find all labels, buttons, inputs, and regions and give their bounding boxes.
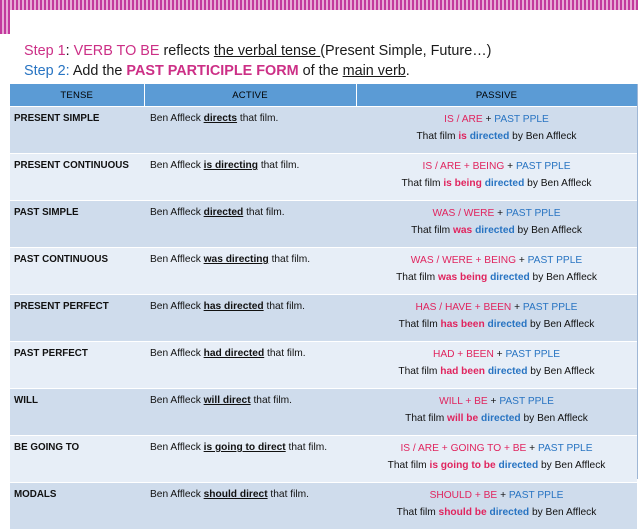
active-cell (144, 248, 356, 295)
table-row (10, 342, 637, 389)
example-auxiliary: is being (443, 178, 482, 189)
example-verb: directed (485, 178, 525, 189)
passive-example (356, 410, 637, 428)
tense-table (10, 84, 638, 529)
active-suffix: that film. (243, 207, 284, 218)
tense-cell: WILL (10, 389, 144, 436)
passive-cell (356, 201, 637, 248)
formula-auxiliary: IS / ARE (444, 114, 483, 125)
tense-cell: MODALS (10, 483, 144, 529)
active-prefix: Ben Affleck (150, 348, 204, 359)
passive-cell (356, 107, 637, 154)
step-1-text-a: reflects (159, 43, 213, 59)
formula-past-participle: PAST PPLE (499, 396, 554, 407)
step-1-underlined: the verbal tense (214, 43, 320, 59)
example-verb: directed (490, 272, 530, 283)
table-header-row (10, 84, 637, 107)
passive-example (356, 504, 637, 522)
formula-plus: + (483, 114, 495, 125)
formula-auxiliary: IS / ARE + GOING TO + BE (400, 443, 526, 454)
active-prefix: Ben Affleck (150, 113, 204, 124)
active-verb: had directed (204, 348, 265, 359)
example-verb: directed (488, 319, 528, 330)
active-cell (144, 483, 356, 529)
formula-auxiliary: HAS / HAVE + BEEN (416, 302, 512, 313)
example-auxiliary: has been (441, 319, 485, 330)
formula-plus: + (494, 349, 506, 360)
step-1-key: VERB TO BE (74, 43, 160, 59)
column-header-tense: TENSE (10, 84, 144, 107)
example-suffix: by Ben Affleck (527, 319, 594, 330)
passive-cell (356, 389, 637, 436)
tense-cell: PAST SIMPLE (10, 201, 144, 248)
example-suffix: by Ben Affleck (538, 460, 605, 471)
active-cell (144, 154, 356, 201)
active-cell (144, 436, 356, 483)
step-2-text-b: of the (299, 63, 343, 79)
example-verb: directed (499, 460, 539, 471)
tense-cell: PRESENT PERFECT (10, 295, 144, 342)
tense-cell: PRESENT SIMPLE (10, 107, 144, 154)
formula-auxiliary: HAD + BEEN (433, 349, 494, 360)
example-prefix: That film (388, 460, 430, 471)
formula-past-participle: PAST PPLE (509, 490, 564, 501)
example-auxiliary: was being (438, 272, 487, 283)
active-cell (144, 107, 356, 154)
passive-example (356, 457, 637, 475)
formula-plus: + (526, 443, 538, 454)
formula-auxiliary: WAS / WERE (432, 208, 494, 219)
formula-past-participle: PAST PPLE (505, 349, 560, 360)
passive-example (356, 175, 637, 193)
passive-formula (356, 253, 637, 269)
example-suffix: by Ben Affleck (509, 131, 576, 142)
passive-example (356, 316, 637, 334)
passive-cell (356, 483, 637, 529)
column-header-passive: PASSIVE (356, 84, 637, 107)
example-suffix: by Ben Affleck (530, 272, 597, 283)
active-prefix: Ben Affleck (150, 442, 204, 453)
example-verb: directed (475, 225, 515, 236)
example-prefix: That film (396, 272, 438, 283)
example-prefix: That film (401, 178, 443, 189)
step-2-label: Step 2: (24, 63, 70, 79)
active-suffix: that film. (264, 348, 305, 359)
active-suffix: that film. (258, 160, 299, 171)
active-verb: should direct (204, 489, 268, 500)
table-row (10, 295, 637, 342)
active-prefix: Ben Affleck (150, 207, 204, 218)
active-cell (144, 389, 356, 436)
active-cell (144, 201, 356, 248)
active-verb: is directing (204, 160, 258, 171)
column-header-active: ACTIVE (144, 84, 356, 107)
example-prefix: That film (398, 366, 440, 377)
formula-plus: + (504, 161, 516, 172)
table-row (10, 389, 637, 436)
example-auxiliary: is going to be (429, 460, 495, 471)
example-suffix: by Ben Affleck (524, 178, 591, 189)
example-prefix: That film (416, 131, 458, 142)
step-2-key: PAST PARTICIPLE FORM (126, 63, 298, 79)
example-prefix: That film (405, 413, 447, 424)
table-row (10, 436, 637, 483)
step-2-text-c: . (406, 63, 410, 79)
formula-past-participle: PAST PPLE (506, 208, 561, 219)
passive-formula (356, 347, 637, 363)
example-verb: directed (490, 507, 530, 518)
example-suffix: by Ben Affleck (527, 366, 594, 377)
active-suffix: that film. (264, 301, 305, 312)
active-suffix: that film. (251, 395, 292, 406)
passive-cell (356, 342, 637, 389)
active-verb: directed (204, 207, 244, 218)
formula-plus: + (516, 255, 528, 266)
table-row (10, 107, 637, 154)
formula-plus: + (511, 302, 523, 313)
active-prefix: Ben Affleck (150, 489, 204, 500)
table-row (10, 248, 637, 295)
formula-plus: + (494, 208, 506, 219)
passive-example (356, 128, 637, 146)
passive-cell (356, 154, 637, 201)
active-cell (144, 342, 356, 389)
tense-cell: PRESENT CONTINUOUS (10, 154, 144, 201)
step-2-line (24, 63, 410, 79)
passive-example (356, 222, 637, 240)
passive-example (356, 363, 637, 381)
passive-cell (356, 295, 637, 342)
formula-auxiliary: IS / ARE + BEING (422, 161, 504, 172)
active-cell (144, 295, 356, 342)
step-2-underlined: main verb (343, 63, 406, 79)
formula-plus: + (488, 396, 500, 407)
active-suffix: that film. (268, 489, 309, 500)
passive-formula (356, 112, 637, 128)
step-2-text-a: Add the (70, 63, 127, 79)
example-verb: directed (470, 131, 510, 142)
example-verb: directed (488, 366, 528, 377)
formula-past-participle: PAST PPLE (523, 302, 578, 313)
step-1-label: Step 1 (24, 43, 66, 59)
passive-example (356, 269, 637, 287)
active-prefix: Ben Affleck (150, 301, 204, 312)
formula-auxiliary: SHOULD + BE (430, 490, 498, 501)
example-suffix: by Ben Affleck (515, 225, 582, 236)
formula-past-participle: PAST PPLE (494, 114, 549, 125)
active-suffix: that film. (237, 113, 278, 124)
table-row (10, 154, 637, 201)
active-suffix: that film. (269, 254, 310, 265)
example-auxiliary: will be (447, 413, 478, 424)
table-row (10, 483, 637, 529)
formula-plus: + (497, 490, 509, 501)
passive-formula (356, 488, 637, 504)
passive-formula (356, 300, 637, 316)
active-suffix: that film. (286, 442, 327, 453)
example-auxiliary: was (453, 225, 472, 236)
example-prefix: That film (399, 319, 441, 330)
formula-auxiliary: WAS / WERE + BEING (411, 255, 516, 266)
passive-formula (356, 206, 637, 222)
formula-past-participle: PAST PPLE (538, 443, 593, 454)
example-auxiliary: had been (440, 366, 485, 377)
example-verb: directed (481, 413, 521, 424)
tense-cell: BE GOING TO (10, 436, 144, 483)
formula-past-participle: PAST PPLE (528, 255, 583, 266)
passive-formula (356, 441, 637, 457)
formula-auxiliary: WILL + BE (439, 396, 488, 407)
table-row (10, 201, 637, 248)
active-prefix: Ben Affleck (150, 254, 204, 265)
example-suffix: by Ben Affleck (529, 507, 596, 518)
step-1-text-b: (Present Simple, Future…) (320, 43, 491, 59)
active-verb: was directing (204, 254, 269, 265)
step-1-colon: : (66, 43, 74, 59)
example-prefix: That film (411, 225, 453, 236)
active-verb: has directed (204, 301, 264, 312)
active-verb: directs (204, 113, 237, 124)
step-1-line (24, 43, 491, 59)
example-auxiliary: is (458, 131, 467, 142)
active-prefix: Ben Affleck (150, 395, 204, 406)
tense-cell: PAST PERFECT (10, 342, 144, 389)
active-prefix: Ben Affleck (150, 160, 204, 171)
example-suffix: by Ben Affleck (521, 413, 588, 424)
passive-formula (356, 159, 637, 175)
example-auxiliary: should be (439, 507, 487, 518)
example-prefix: That film (397, 507, 439, 518)
passive-formula (356, 394, 637, 410)
passive-cell (356, 436, 637, 483)
active-verb: is going to direct (204, 442, 286, 453)
tense-cell: PAST CONTINUOUS (10, 248, 144, 295)
formula-past-participle: PAST PPLE (516, 161, 571, 172)
active-verb: will direct (204, 395, 251, 406)
passive-cell (356, 248, 637, 295)
